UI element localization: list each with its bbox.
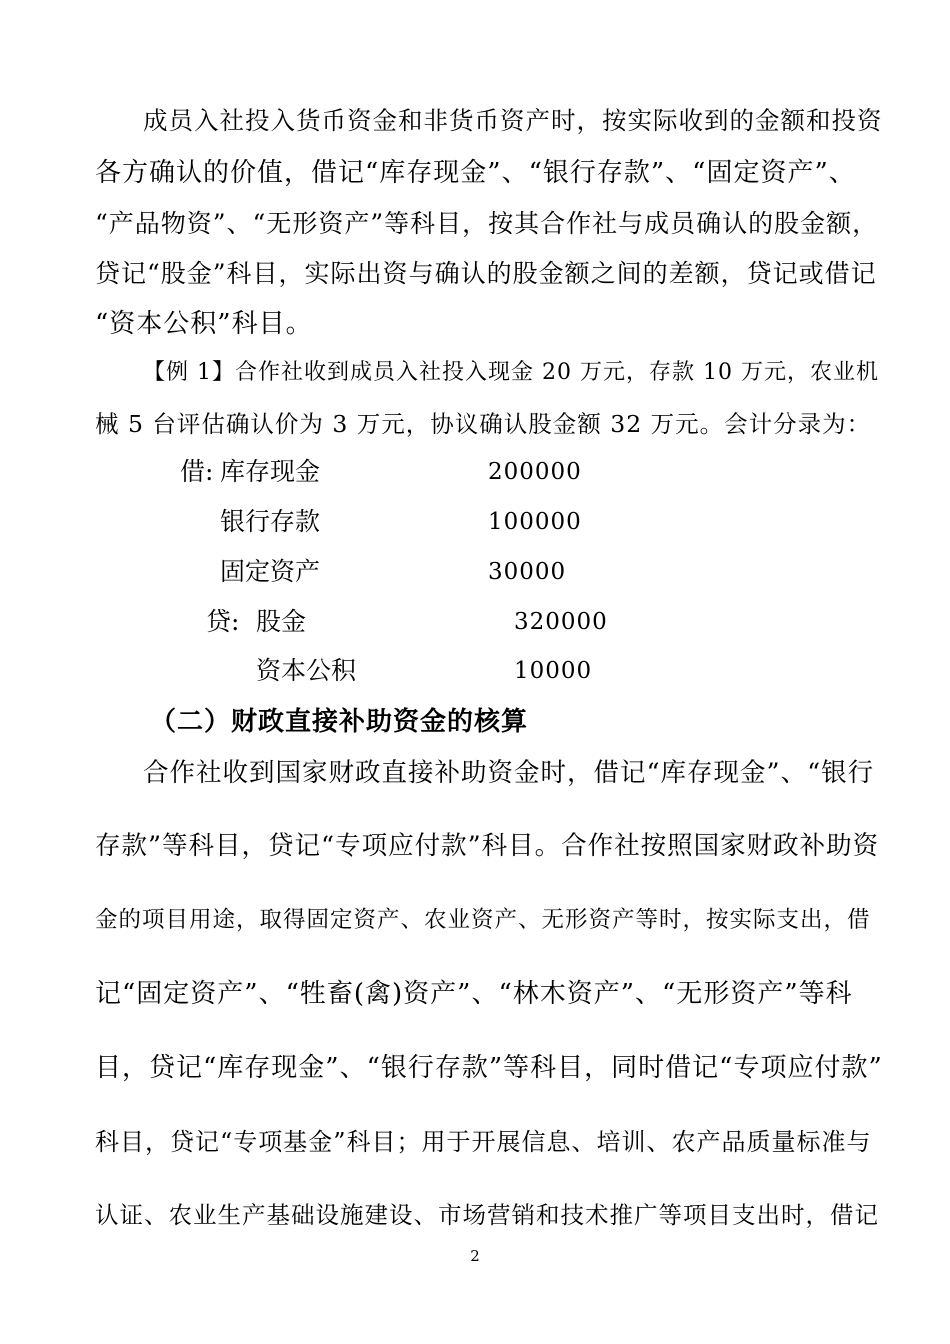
debit-account-3: 固定资产 bbox=[220, 557, 321, 586]
credit-amount-1: 320000 bbox=[514, 609, 608, 635]
debit-label: 借: bbox=[180, 457, 214, 486]
paragraph-1-line-5: “资本公积”科目。 bbox=[95, 309, 313, 339]
paragraph-1-line-3: “产品物资”、“无形资产”等科目，按其合作社与成员确认的股金额， bbox=[95, 209, 879, 238]
credit-account-2: 资本公积 bbox=[256, 656, 357, 685]
example-1-line-2: 械 5 台评估确认价为 3 万元，协议确认股金额 32 万元。会计分录为： bbox=[95, 410, 872, 438]
credit-label: 贷: bbox=[206, 607, 240, 636]
debit-account-2: 银行存款 bbox=[220, 507, 321, 536]
debit-account-1: 库存现金 bbox=[220, 457, 321, 486]
paragraph-1-line-4: 贷记“股金”科目，实际出资与确认的股金额之间的差额，贷记或借记 bbox=[95, 259, 877, 288]
section-2-line-2: 存款”等科目，贷记“专项应付款”科目。合作社按照国家财政补助资 bbox=[95, 831, 880, 861]
section-2-line-3: 金的项目用途，取得固定资产、农业资产、无形资产等时，按实际支出，借 bbox=[95, 907, 871, 933]
section-2-line-1: 合作社收到国家财政直接补助资金时，借记“库存现金”、“银行 bbox=[143, 758, 875, 788]
section-2-line-7: 认证、农业生产基础设施建设、市场营销和技术推广等项目支出时，借记 bbox=[95, 1201, 879, 1229]
credit-account-1: 股金 bbox=[256, 607, 307, 636]
section-2-line-4: 记“固定资产”、“牲畜(禽)资产”、“林木资产”、“无形资产”等科 bbox=[95, 979, 853, 1009]
section-2-heading: （二）财政直接补助资金的核算 bbox=[150, 707, 529, 737]
section-2-line-6: 科目，贷记“专项基金”科目；用于开展信息、培训、农产品质量标准与 bbox=[95, 1128, 872, 1156]
paragraph-1-line-2: 各方确认的价值，借记“库存现金”、“银行存款”、“固定资产”、 bbox=[95, 158, 856, 188]
debit-amount-2: 100000 bbox=[488, 509, 582, 535]
example-1-line-1: 【例 1】合作社收到成员入社投入现金 20 万元，存款 10 万元，农业机 bbox=[143, 360, 879, 385]
credit-amount-2: 10000 bbox=[514, 658, 593, 684]
paragraph-1-line-1: 成员入社投入货币资金和非货币资产时，按实际收到的金额和投资 bbox=[143, 106, 883, 135]
page-number: 2 bbox=[470, 1247, 480, 1265]
section-2-line-5: 目，贷记“库存现金”、“银行存款”等科目，同时借记“专项应付款” bbox=[95, 1053, 883, 1083]
debit-amount-3: 30000 bbox=[488, 559, 567, 585]
debit-amount-1: 200000 bbox=[488, 459, 582, 485]
